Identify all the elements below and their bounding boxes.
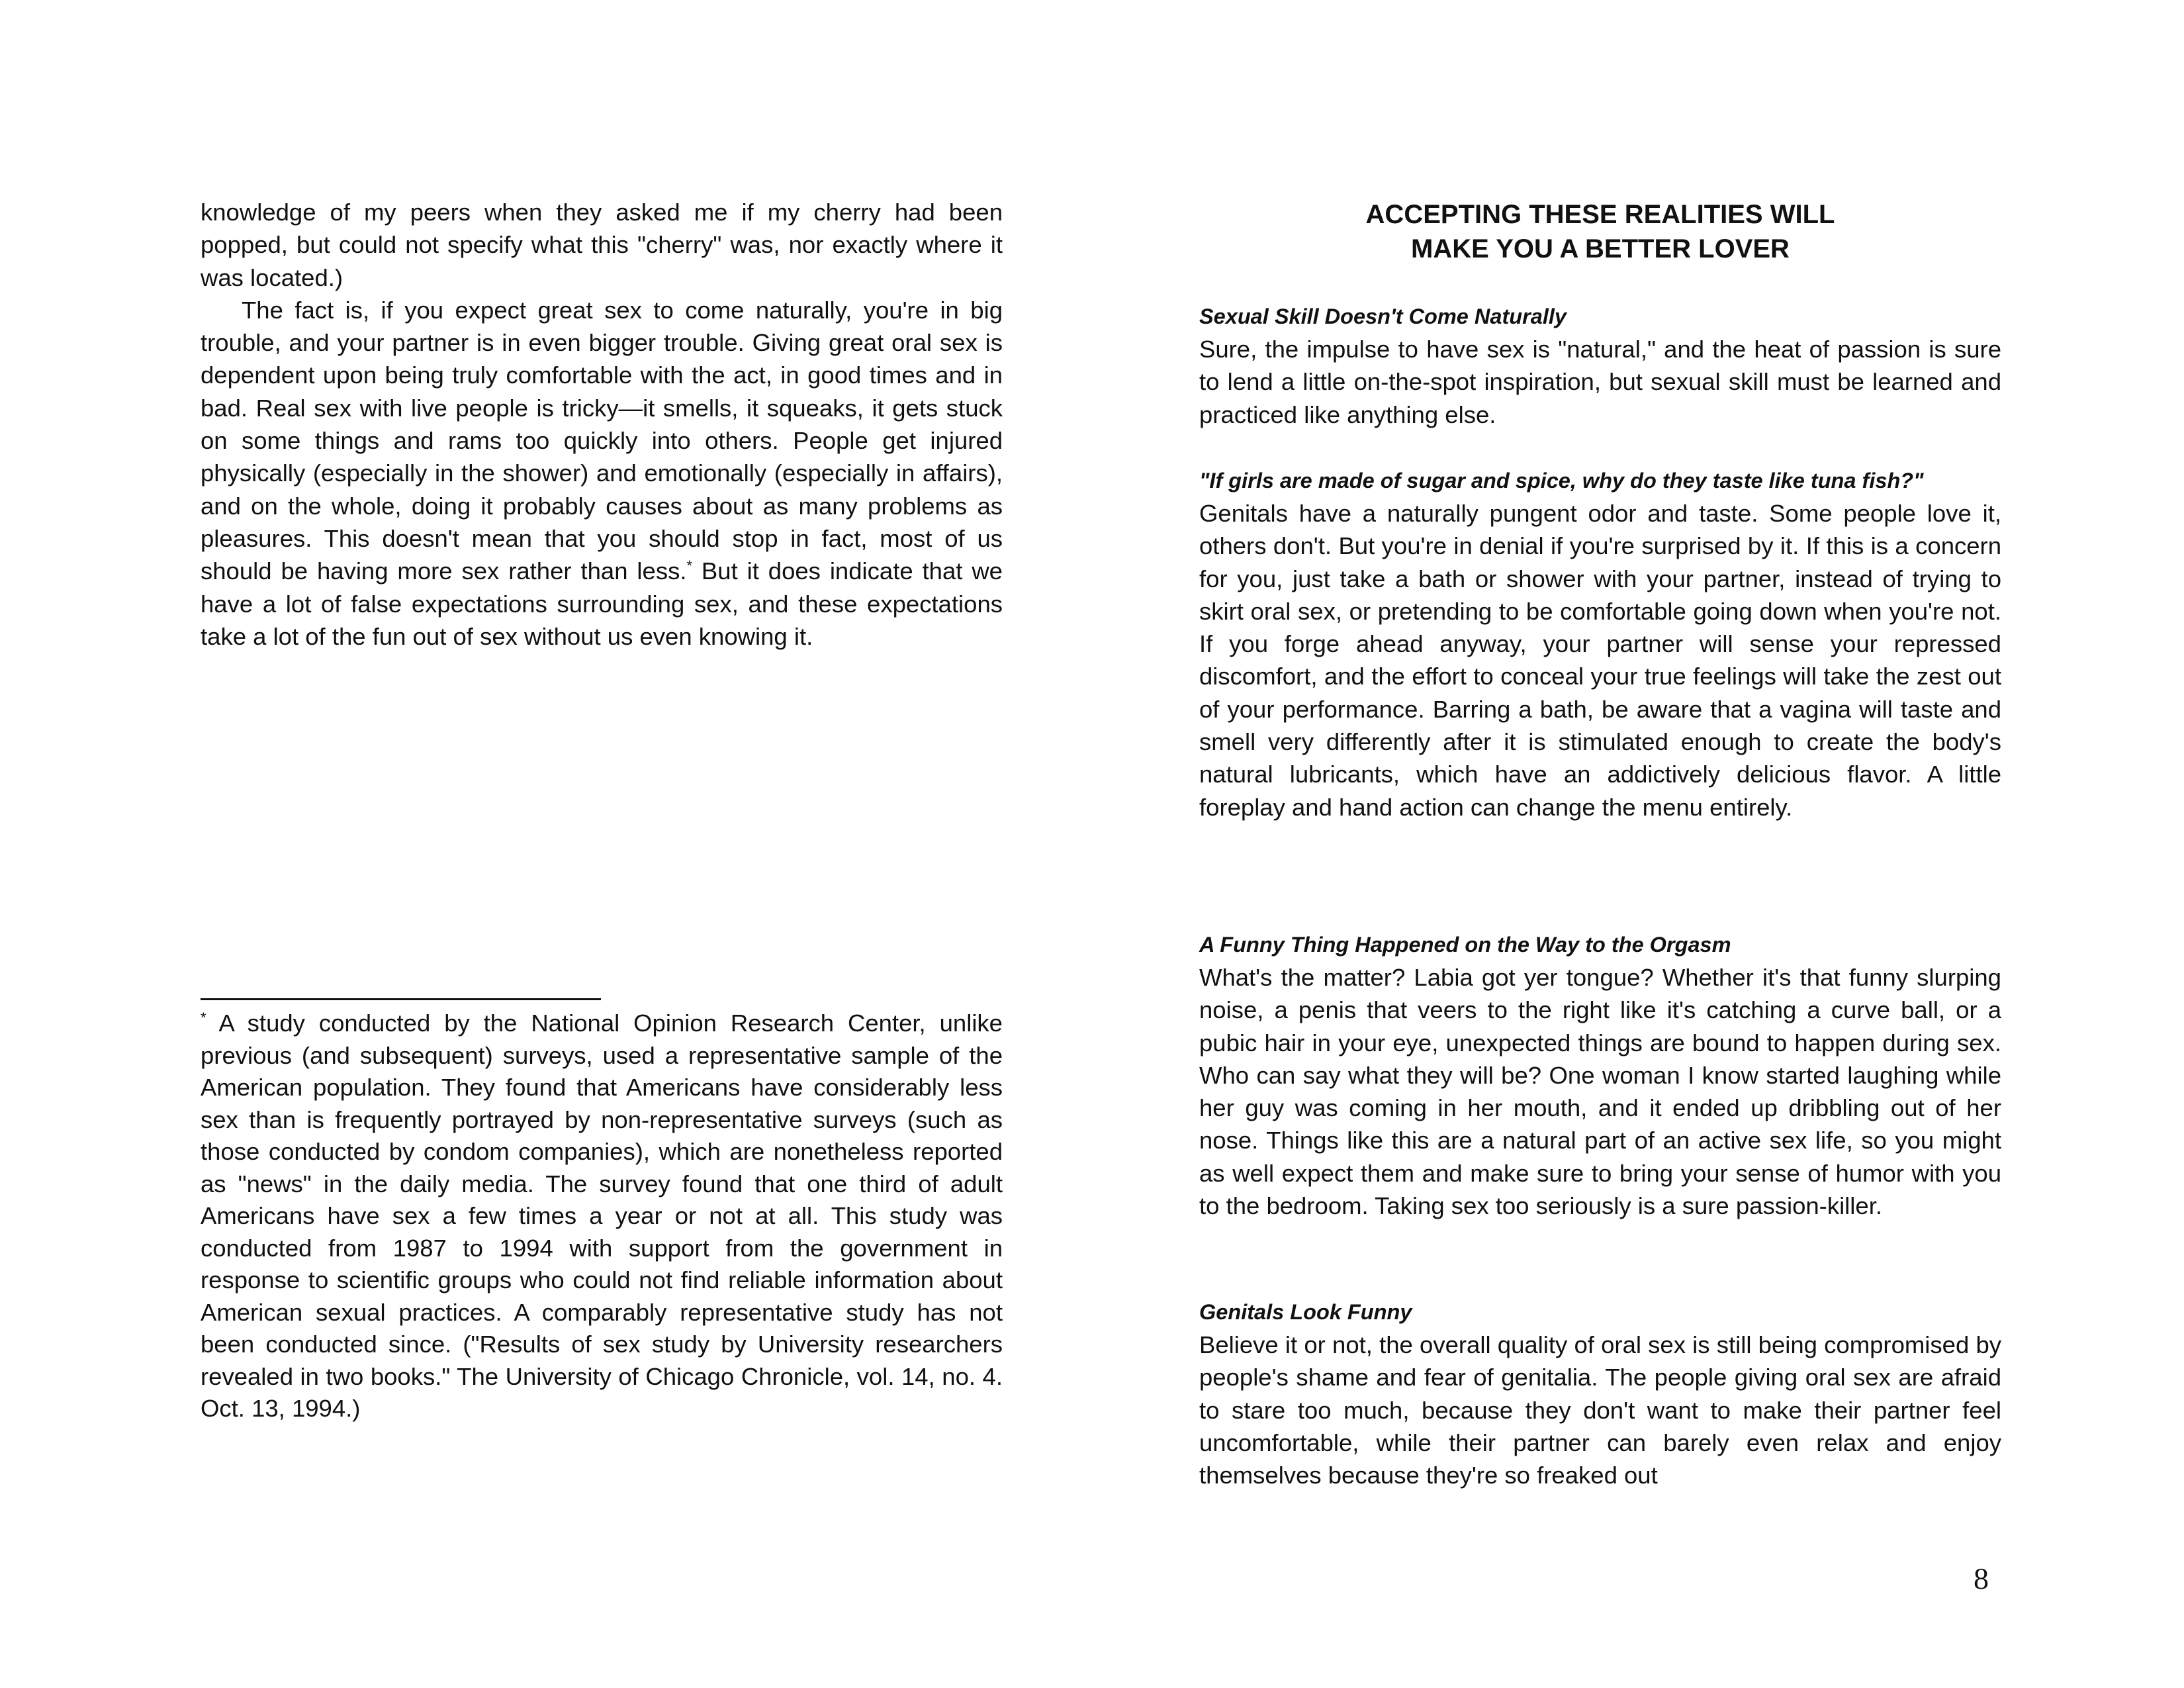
paragraph-text-continued: But it does indicate that we have a lot of false expectations surrounding sex, and these expectations take a lot of the fun out of sex without us even knowing it. xyxy=(201,557,1003,650)
page-number: 8 xyxy=(1974,1562,1989,1595)
section-title: "If girls are made of sugar and spice, why do they taste like tuna fish?" xyxy=(1199,469,1924,492)
section-body: Sure, the impulse to have sex is "natural," and the heat of passion is sure to lend a little on-the-spot inspiration, but sexual skill must be learned and practiced like anything else. xyxy=(1199,336,2001,428)
section-funny-thing xyxy=(1199,929,2001,1222)
heading-line: MAKE YOU A BETTER LOVER xyxy=(1411,234,1790,263)
footnote-marker: * xyxy=(686,557,692,575)
section-genitals-look-funny xyxy=(1199,1296,2001,1491)
section-body: What's the matter? Labia got yer tongue? Whether it's that funny slurping noise, a penis that veers to the right like it's catching a curve ball, or a pubic hair in your eye, unexpected things are bound to happen during sex. Who can say what they will be? One woman I know started laughing while her guy was coming in her mouth, and it ended up dribbling out of her nose. Things like this are a natural part of an active sex life, so you might as well expect them and make sure to bring your sense of humor with you to the bedroom. Taking sex too seriously is a sure passion-killer. xyxy=(1199,964,2001,1220)
section-sugar-and-spice xyxy=(1199,465,2001,823)
section-title: Sexual Skill Doesn't Come Naturally xyxy=(1199,305,1567,328)
footnote xyxy=(201,1008,1003,1425)
heading-line: ACCEPTING THESE REALITIES WILL xyxy=(1365,200,1835,229)
section-sexual-skill xyxy=(1199,301,2001,431)
section-title: A Funny Thing Happened on the Way to the Orgasm xyxy=(1199,933,1731,957)
footnote-divider xyxy=(201,998,601,1000)
paragraph xyxy=(201,294,1003,653)
page-heading xyxy=(1199,197,2001,266)
paragraph: knowledge of my peers when they asked me if my cherry had been popped, but could not specify what this "cherry" was, nor exactly where it was located.) xyxy=(201,199,1003,291)
paragraph-text: The fact is, if you expect great sex to come naturally, you're in big trouble, and your partner is in even bigger trouble. Giving great oral sex is dependent upon being truly comfortable with the act, in good times and in bad. Real sex with live people is tricky—it smells, it squeaks, it gets stuck on some things and rams too quickly into others. People get injured physically (especially in the shower) and emotionally (especially in affairs), and on the whole, doing it probably causes about as many problems as pleasures. This doesn't mean that you should stop in fact, most of us should be having more sex rather than less. xyxy=(201,296,1003,585)
footnote-text: A study conducted by the National Opinion Research Center, unlike previous (and subsequent) surveys, used a representative sample of the American population. They found that Americans have considerably less sex than is frequently portrayed by non-representative surveys (such as those conducted by condom companies), which are nonetheless reported as "news" in the daily media. The survey found that one third of adult Americans have sex a few times a year or not at all. This study was conducted from 1987 to 1994 with support from the government in response to scientific groups who could not find reliable information about American sexual practices. A comparably representative study has not been conducted since. ("Results of sex study by University researchers revealed in two books." The University of Chicago Chronicle, vol. 14, no. 4. Oct. 13, 1994.) xyxy=(201,1009,1003,1422)
section-body: Genitals have a naturally pungent odor and taste. Some people love it, others don't. But you're in denial if you're surprised by it. If this is a concern for you, just take a bath or shower with your partner, instead of trying to skirt oral sex, or pretending to be comfortable going down when you're not. If you forge ahead anyway, your partner will sense your repressed discomfort, and the effort to conceal your true feelings will take the zest out of your performance. Barring a bath, be aware that a vagina will taste and smell very differently after it is stimulated enough to create the body's natural lubricants, which have an addictively delicious flavor. A little foreplay and hand action can change the menu entirely. xyxy=(1199,500,2001,821)
section-title: Genitals Look Funny xyxy=(1199,1300,1412,1324)
footnote-marker: * xyxy=(201,1009,206,1026)
section-body: Believe it or not, the overall quality of oral sex is still being compromised by people's shame and fear of genitalia. The people giving oral sex are afraid to stare too much, because they don't want to make their partner feel uncomfortable, while their partner can barely even relax and enjoy themselves because they're so freaked out xyxy=(1199,1331,2001,1489)
left-page-body xyxy=(201,196,1003,653)
